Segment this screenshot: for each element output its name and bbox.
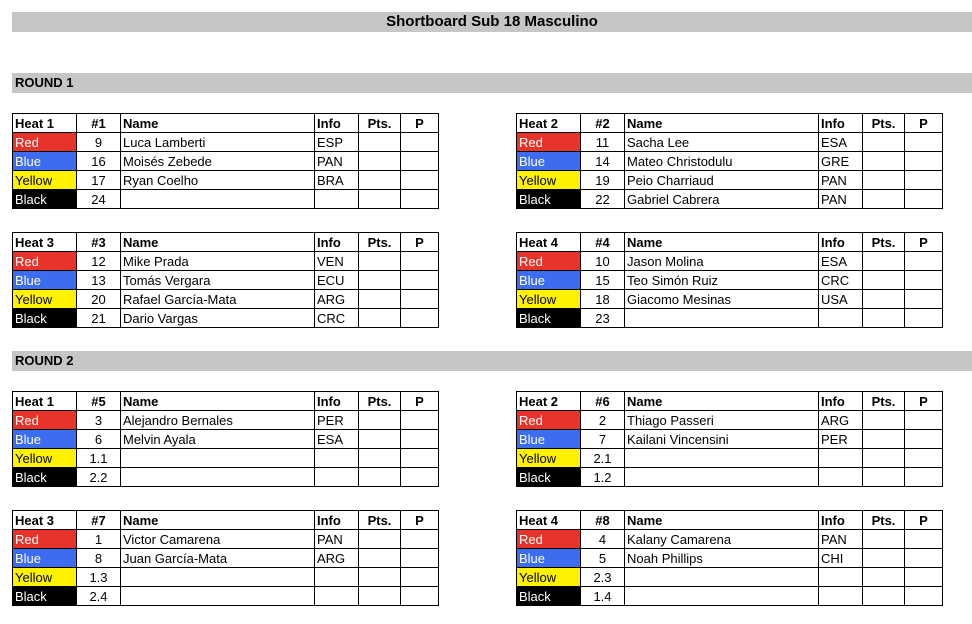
country-cell[interactable]: PAN: [819, 171, 863, 190]
heat-label: Heat 1: [13, 392, 77, 411]
round-header: ROUND 1: [12, 73, 972, 93]
heat-label: Heat 4: [517, 511, 581, 530]
jersey-color-cell: Yellow: [13, 449, 77, 468]
heat-header-row: [13, 114, 439, 133]
surfer-name-cell[interactable]: Jason Molina: [625, 252, 819, 271]
points-cell[interactable]: [359, 568, 401, 587]
seed-cell: 2.1: [581, 449, 625, 468]
heat-header-row: [517, 511, 943, 530]
column-header-points: Pts.: [359, 392, 401, 411]
surfer-name-cell[interactable]: [625, 449, 819, 468]
points-cell[interactable]: [359, 530, 401, 549]
surfer-name-cell[interactable]: Kailani Vincensini: [625, 430, 819, 449]
heat-header-row: [517, 233, 943, 252]
points-cell[interactable]: [359, 309, 401, 328]
jersey-color-cell: Red: [13, 411, 77, 430]
column-header-place: P: [401, 233, 439, 252]
table-row: [13, 252, 439, 271]
table-row: [517, 190, 943, 209]
seed-cell: 19: [581, 171, 625, 190]
points-cell[interactable]: [359, 430, 401, 449]
seed-cell: 16: [77, 152, 121, 171]
place-cell[interactable]: [905, 290, 943, 309]
heat-number: #4: [581, 233, 625, 252]
seed-cell: 1.2: [581, 468, 625, 487]
seed-cell: 2.4: [77, 587, 121, 606]
surfer-name-cell[interactable]: Kalany Camarena: [625, 530, 819, 549]
surfer-name-cell[interactable]: [625, 568, 819, 587]
seed-cell: 9: [77, 133, 121, 152]
column-header-info: Info: [315, 392, 359, 411]
table-row: [517, 549, 943, 568]
jersey-color-cell: Red: [13, 530, 77, 549]
column-header-points: Pts.: [863, 233, 905, 252]
country-cell[interactable]: [315, 468, 359, 487]
jersey-color-cell: Black: [517, 587, 581, 606]
points-cell[interactable]: [863, 468, 905, 487]
seed-cell: 21: [77, 309, 121, 328]
heat-header-row: [517, 392, 943, 411]
column-header-info: Info: [819, 114, 863, 133]
points-cell[interactable]: [863, 549, 905, 568]
jersey-color-cell: Yellow: [517, 290, 581, 309]
points-cell[interactable]: [863, 252, 905, 271]
table-row: [517, 290, 943, 309]
seed-cell: 11: [581, 133, 625, 152]
surfer-name-cell[interactable]: [121, 587, 315, 606]
surfer-name-cell[interactable]: Luca Lamberti: [121, 133, 315, 152]
country-cell[interactable]: PAN: [819, 530, 863, 549]
place-cell[interactable]: [401, 290, 439, 309]
column-header-place: P: [401, 511, 439, 530]
place-cell[interactable]: [905, 271, 943, 290]
country-cell[interactable]: CHI: [819, 549, 863, 568]
column-header-name: Name: [121, 114, 315, 133]
place-cell[interactable]: [401, 530, 439, 549]
country-cell[interactable]: PAN: [819, 190, 863, 209]
points-cell[interactable]: [359, 468, 401, 487]
column-header-name: Name: [121, 511, 315, 530]
jersey-color-cell: Yellow: [517, 171, 581, 190]
points-cell[interactable]: [863, 411, 905, 430]
seed-cell: 18: [581, 290, 625, 309]
points-cell[interactable]: [863, 171, 905, 190]
surfer-name-cell[interactable]: Alejandro Bernales: [121, 411, 315, 430]
surfer-name-cell[interactable]: [625, 587, 819, 606]
points-cell[interactable]: [359, 252, 401, 271]
points-cell[interactable]: [863, 530, 905, 549]
heat-number: #2: [581, 114, 625, 133]
jersey-color-cell: Yellow: [517, 568, 581, 587]
jersey-color-cell: Blue: [517, 549, 581, 568]
heat-table: [516, 113, 943, 209]
country-cell[interactable]: ARG: [315, 290, 359, 309]
place-cell[interactable]: [905, 449, 943, 468]
points-cell[interactable]: [863, 430, 905, 449]
surfer-name-cell[interactable]: [625, 468, 819, 487]
place-cell[interactable]: [401, 133, 439, 152]
heat-label: Heat 4: [517, 233, 581, 252]
seed-cell: 10: [581, 252, 625, 271]
place-cell[interactable]: [905, 309, 943, 328]
surfer-name-cell[interactable]: Moisés Zebede: [121, 152, 315, 171]
seed-cell: 14: [581, 152, 625, 171]
table-row: [517, 309, 943, 328]
table-row: [517, 530, 943, 549]
table-row: [517, 587, 943, 606]
table-row: [517, 468, 943, 487]
column-header-info: Info: [315, 233, 359, 252]
points-cell[interactable]: [863, 587, 905, 606]
heat-header-row: [13, 233, 439, 252]
place-cell[interactable]: [401, 468, 439, 487]
surfer-name-cell[interactable]: Tomás Vergara: [121, 271, 315, 290]
surfer-name-cell[interactable]: Victor Camarena: [121, 530, 315, 549]
jersey-color-cell: Blue: [13, 549, 77, 568]
table-row: [13, 290, 439, 309]
points-cell[interactable]: [863, 568, 905, 587]
place-cell[interactable]: [401, 152, 439, 171]
table-row: [517, 568, 943, 587]
heat-number: #7: [77, 511, 121, 530]
heat-header-row: [13, 511, 439, 530]
seed-cell: 22: [581, 190, 625, 209]
column-header-info: Info: [315, 511, 359, 530]
heat-table: [12, 232, 439, 328]
column-header-place: P: [905, 392, 943, 411]
seed-cell: 1.4: [581, 587, 625, 606]
surfer-name-cell[interactable]: Mateo Christodulu: [625, 152, 819, 171]
column-header-info: Info: [819, 233, 863, 252]
country-cell[interactable]: [819, 468, 863, 487]
country-cell[interactable]: [315, 190, 359, 209]
table-row: [517, 252, 943, 271]
points-cell[interactable]: [359, 587, 401, 606]
column-header-name: Name: [121, 233, 315, 252]
seed-cell: 1.1: [77, 449, 121, 468]
place-cell[interactable]: [401, 271, 439, 290]
heat-number: #8: [581, 511, 625, 530]
table-row: [13, 587, 439, 606]
jersey-color-cell: Black: [517, 309, 581, 328]
column-header-place: P: [401, 392, 439, 411]
column-header-place: P: [905, 511, 943, 530]
place-cell[interactable]: [401, 190, 439, 209]
country-cell[interactable]: ESA: [315, 430, 359, 449]
place-cell[interactable]: [905, 530, 943, 549]
heat-table: [12, 391, 439, 487]
surfer-name-cell[interactable]: Melvin Ayala: [121, 430, 315, 449]
place-cell[interactable]: [905, 549, 943, 568]
place-cell[interactable]: [401, 587, 439, 606]
column-header-info: Info: [819, 392, 863, 411]
column-header-points: Pts.: [863, 114, 905, 133]
points-cell[interactable]: [359, 271, 401, 290]
place-cell[interactable]: [905, 133, 943, 152]
country-cell[interactable]: USA: [819, 290, 863, 309]
place-cell[interactable]: [401, 449, 439, 468]
column-header-name: Name: [625, 392, 819, 411]
jersey-color-cell: Red: [517, 411, 581, 430]
surfer-name-cell[interactable]: Rafael García-Mata: [121, 290, 315, 309]
surfer-name-cell[interactable]: Noah Phillips: [625, 549, 819, 568]
country-cell[interactable]: ESA: [819, 252, 863, 271]
column-header-points: Pts.: [359, 114, 401, 133]
place-cell[interactable]: [905, 171, 943, 190]
seed-cell: 15: [581, 271, 625, 290]
jersey-color-cell: Black: [13, 190, 77, 209]
surfer-name-cell[interactable]: [625, 309, 819, 328]
column-header-points: Pts.: [863, 511, 905, 530]
place-cell[interactable]: [905, 587, 943, 606]
country-cell[interactable]: [315, 587, 359, 606]
heat-header-row: [13, 392, 439, 411]
seed-cell: 23: [581, 309, 625, 328]
table-row: [13, 430, 439, 449]
place-cell[interactable]: [905, 252, 943, 271]
column-header-info: Info: [819, 511, 863, 530]
country-cell[interactable]: ESA: [819, 133, 863, 152]
seed-cell: 7: [581, 430, 625, 449]
column-header-name: Name: [121, 392, 315, 411]
heat-header-row: [517, 114, 943, 133]
jersey-color-cell: Black: [13, 468, 77, 487]
seed-cell: 17: [77, 171, 121, 190]
points-cell[interactable]: [863, 133, 905, 152]
points-cell[interactable]: [863, 309, 905, 328]
place-cell[interactable]: [905, 152, 943, 171]
jersey-color-cell: Blue: [13, 430, 77, 449]
table-row: [517, 411, 943, 430]
place-cell[interactable]: [905, 430, 943, 449]
country-cell[interactable]: ARG: [819, 411, 863, 430]
surfer-name-cell[interactable]: Gabriel Cabrera: [625, 190, 819, 209]
surfer-name-cell[interactable]: [121, 568, 315, 587]
jersey-color-cell: Black: [517, 468, 581, 487]
points-cell[interactable]: [359, 549, 401, 568]
table-row: [13, 449, 439, 468]
points-cell[interactable]: [359, 290, 401, 309]
place-cell[interactable]: [401, 171, 439, 190]
seed-cell: 3: [77, 411, 121, 430]
round-header: ROUND 2: [12, 351, 972, 371]
seed-cell: 5: [581, 549, 625, 568]
seed-cell: 2: [581, 411, 625, 430]
jersey-color-cell: Red: [517, 252, 581, 271]
table-row: [517, 171, 943, 190]
seed-cell: 12: [77, 252, 121, 271]
jersey-color-cell: Red: [517, 133, 581, 152]
country-cell[interactable]: GRE: [819, 152, 863, 171]
place-cell[interactable]: [401, 309, 439, 328]
column-header-name: Name: [625, 114, 819, 133]
table-row: [517, 449, 943, 468]
table-row: [13, 468, 439, 487]
surfer-name-cell[interactable]: [121, 468, 315, 487]
country-cell[interactable]: [819, 449, 863, 468]
place-cell[interactable]: [401, 549, 439, 568]
surfer-name-cell[interactable]: Thiago Passeri: [625, 411, 819, 430]
table-row: [13, 549, 439, 568]
heat-number: #5: [77, 392, 121, 411]
country-cell[interactable]: CRC: [819, 271, 863, 290]
heat-table: [12, 113, 439, 209]
jersey-color-cell: Black: [13, 587, 77, 606]
jersey-color-cell: Blue: [517, 271, 581, 290]
heat-table: [516, 391, 943, 487]
heat-label: Heat 2: [517, 392, 581, 411]
jersey-color-cell: Red: [13, 252, 77, 271]
place-cell[interactable]: [401, 568, 439, 587]
jersey-color-cell: Blue: [13, 271, 77, 290]
seed-cell: 4: [581, 530, 625, 549]
surfer-name-cell[interactable]: Mike Prada: [121, 252, 315, 271]
points-cell[interactable]: [863, 290, 905, 309]
surfer-name-cell[interactable]: Peio Charriaud: [625, 171, 819, 190]
table-row: [13, 271, 439, 290]
column-header-points: Pts.: [359, 511, 401, 530]
jersey-color-cell: Black: [517, 190, 581, 209]
points-cell[interactable]: [359, 133, 401, 152]
jersey-color-cell: Red: [13, 133, 77, 152]
table-row: [13, 309, 439, 328]
country-cell[interactable]: BRA: [315, 171, 359, 190]
place-cell[interactable]: [905, 568, 943, 587]
country-cell[interactable]: PER: [819, 430, 863, 449]
points-cell[interactable]: [863, 152, 905, 171]
surfer-name-cell[interactable]: Ryan Coelho: [121, 171, 315, 190]
table-row: [13, 171, 439, 190]
place-cell[interactable]: [905, 190, 943, 209]
jersey-color-cell: Yellow: [13, 290, 77, 309]
surfer-name-cell[interactable]: [121, 190, 315, 209]
heat-number: #6: [581, 392, 625, 411]
sheet-title: Shortboard Sub 18 Masculino: [12, 12, 972, 32]
table-row: [13, 530, 439, 549]
heat-label: Heat 1: [13, 114, 77, 133]
surfer-name-cell[interactable]: [121, 449, 315, 468]
table-row: [517, 430, 943, 449]
points-cell[interactable]: [359, 190, 401, 209]
jersey-color-cell: Black: [13, 309, 77, 328]
table-row: [13, 133, 439, 152]
table-row: [517, 133, 943, 152]
column-header-points: Pts.: [863, 392, 905, 411]
place-cell[interactable]: [401, 411, 439, 430]
points-cell[interactable]: [359, 152, 401, 171]
points-cell[interactable]: [359, 411, 401, 430]
column-header-place: P: [905, 233, 943, 252]
seed-cell: 6: [77, 430, 121, 449]
country-cell[interactable]: ESP: [315, 133, 359, 152]
place-cell[interactable]: [905, 468, 943, 487]
heat-number: #3: [77, 233, 121, 252]
seed-cell: 24: [77, 190, 121, 209]
jersey-color-cell: Yellow: [517, 449, 581, 468]
points-cell[interactable]: [359, 449, 401, 468]
place-cell[interactable]: [401, 252, 439, 271]
seed-cell: 20: [77, 290, 121, 309]
seed-cell: 1.3: [77, 568, 121, 587]
jersey-color-cell: Blue: [13, 152, 77, 171]
points-cell[interactable]: [359, 171, 401, 190]
country-cell[interactable]: [819, 568, 863, 587]
column-header-place: P: [905, 114, 943, 133]
heat-label: Heat 3: [13, 233, 77, 252]
seed-cell: 2.2: [77, 468, 121, 487]
surfer-name-cell[interactable]: Giacomo Mesinas: [625, 290, 819, 309]
heat-table: [516, 232, 943, 328]
place-cell[interactable]: [401, 430, 439, 449]
heat-label: Heat 3: [13, 511, 77, 530]
heat-label: Heat 2: [517, 114, 581, 133]
column-header-name: Name: [625, 511, 819, 530]
column-header-points: Pts.: [359, 233, 401, 252]
surfer-name-cell[interactable]: Juan García-Mata: [121, 549, 315, 568]
country-cell[interactable]: PAN: [315, 152, 359, 171]
table-row: [13, 190, 439, 209]
surfer-name-cell[interactable]: Teo Simón Ruiz: [625, 271, 819, 290]
place-cell[interactable]: [905, 411, 943, 430]
table-row: [13, 411, 439, 430]
seed-cell: 13: [77, 271, 121, 290]
table-row: [517, 271, 943, 290]
points-cell[interactable]: [863, 271, 905, 290]
country-cell[interactable]: [315, 449, 359, 468]
column-header-info: Info: [315, 114, 359, 133]
heat-table: [12, 510, 439, 606]
table-row: [13, 152, 439, 171]
jersey-color-cell: Yellow: [13, 171, 77, 190]
country-cell[interactable]: PER: [315, 411, 359, 430]
country-cell[interactable]: VEN: [315, 252, 359, 271]
jersey-color-cell: Blue: [517, 430, 581, 449]
seed-cell: 8: [77, 549, 121, 568]
column-header-place: P: [401, 114, 439, 133]
jersey-color-cell: Red: [517, 530, 581, 549]
country-cell[interactable]: ECU: [315, 271, 359, 290]
surfer-name-cell[interactable]: Dario Vargas: [121, 309, 315, 328]
country-cell[interactable]: [819, 587, 863, 606]
points-cell[interactable]: [863, 190, 905, 209]
jersey-color-cell: Yellow: [13, 568, 77, 587]
country-cell[interactable]: [819, 309, 863, 328]
country-cell[interactable]: PAN: [315, 530, 359, 549]
column-header-name: Name: [625, 233, 819, 252]
table-row: [13, 568, 439, 587]
jersey-color-cell: Blue: [517, 152, 581, 171]
country-cell[interactable]: ARG: [315, 549, 359, 568]
country-cell[interactable]: CRC: [315, 309, 359, 328]
table-row: [517, 152, 943, 171]
heat-table: [516, 510, 943, 606]
seed-cell: 1: [77, 530, 121, 549]
country-cell[interactable]: [315, 568, 359, 587]
surfer-name-cell[interactable]: Sacha Lee: [625, 133, 819, 152]
seed-cell: 2.3: [581, 568, 625, 587]
heat-number: #1: [77, 114, 121, 133]
points-cell[interactable]: [863, 449, 905, 468]
